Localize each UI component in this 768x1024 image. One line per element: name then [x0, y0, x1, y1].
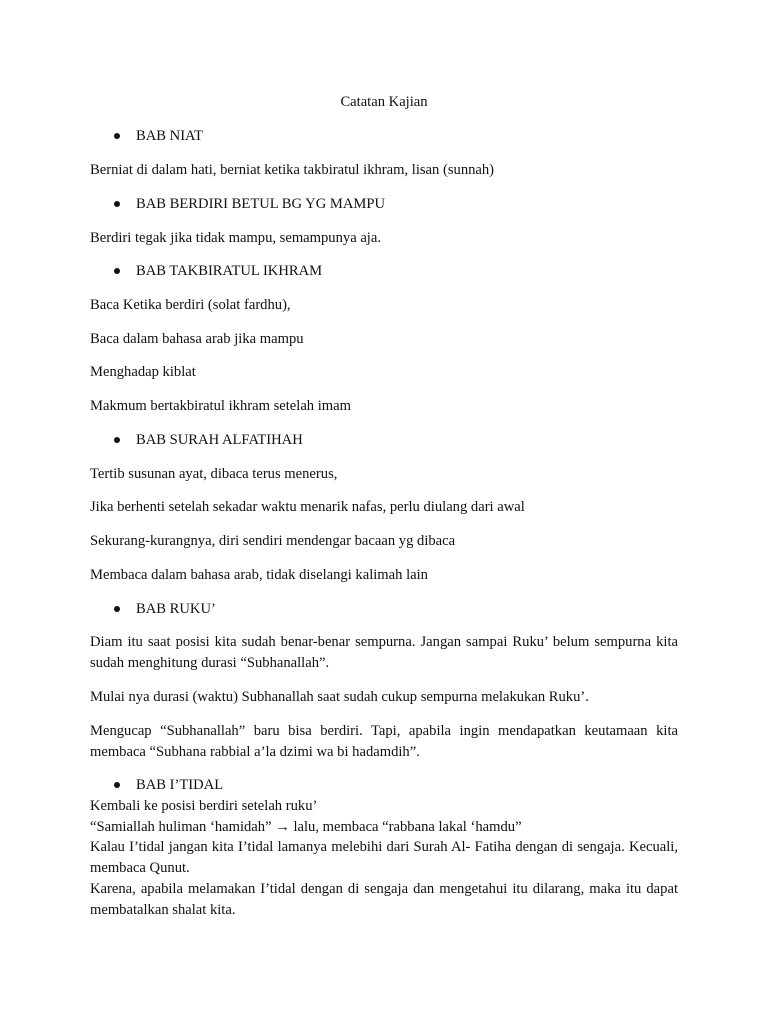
heading-bab-niat: BAB NIAT — [114, 126, 203, 146]
alfatihah-line-1: Tertib susunan ayat, dibaca terus menerus, — [90, 466, 338, 482]
takbir-line-1: Baca Ketika berdiri (solat fardhu), — [90, 297, 291, 313]
bullet-icon — [114, 126, 136, 146]
alfatihah-line-3: Sekurang-kurangnya, diri sendiri mendengar bacaan yg dibaca — [90, 533, 456, 549]
takbir-line-3: Menghadap kiblat — [90, 364, 196, 380]
itidal-paragraph-1: Kembali ke posisi berdiri setelah ruku’ — [90, 798, 318, 814]
heading-bab-itidal: BAB I’TIDAL — [114, 775, 223, 795]
ruku-paragraph-2: Mulai nya durasi (waktu) Subhanallah saat sudah cukup sempurna melakukan Ruku’. — [90, 689, 589, 705]
heading-bab-surah-alfatihah: BAB SURAH ALFATIHAH — [114, 430, 303, 450]
ruku-paragraph-1: Diam itu saat posisi kita sudah benar-benar sempurna. Jangan sampai Ruku’ belum sempurna kita sudah menghitung durasi “Subhanallah”. — [90, 634, 678, 671]
berdiri-line-1: Berdiri tegak jika tidak mampu, semampunya aja. — [90, 230, 381, 246]
heading-bab-takbiratul-ikhram: BAB TAKBIRATUL IKHRAM — [114, 261, 322, 281]
heading-bab-ruku: BAB RUKU’ — [114, 599, 216, 619]
bullet-icon — [114, 261, 136, 281]
alfatihah-line-2: Jika berhenti setelah sekadar waktu menarik nafas, perlu diulang dari awal — [90, 499, 525, 515]
bullet-icon — [114, 430, 136, 450]
takbir-line-4: Makmum bertakbiratul ikhram setelah imam — [90, 398, 351, 414]
itidal-paragraph-4: Karena, apabila melamakan I’tidal dengan di sengaja dan mengetahui itu dilarang, maka itu dapat membatalkan shalat kita. — [90, 881, 678, 918]
heading-bab-berdiri: BAB BERDIRI BETUL BG YG MAMPU — [114, 194, 385, 214]
document-title: Catatan Kajian — [340, 94, 428, 110]
ruku-paragraph-3: Mengucap “Subhanallah” baru bisa berdiri. Tapi, apabila ingin mendapatkan keutamaan kita membaca “Subhana rabbial a’la dzimi wa bi hadamdih”. — [90, 723, 678, 760]
itidal-paragraph-3: Kalau I’tidal jangan kita I’tidal lamanya melebihi dari Surah Al- Fatiha dengan di sengaja. Kecuali, membaca Qunut. — [90, 839, 678, 876]
bullet-icon — [114, 194, 136, 214]
itidal-paragraph-2: “Samiallah huliman ‘hamidah” → lalu, membaca “rabbana lakal ‘hamdu” — [90, 819, 522, 835]
takbir-line-2: Baca dalam bahasa arab jika mampu — [90, 331, 304, 347]
niat-line-1: Berniat di dalam hati, berniat ketika takbiratul ikhram, lisan (sunnah) — [90, 162, 495, 178]
bullet-icon — [114, 775, 136, 795]
bullet-icon — [114, 599, 136, 619]
alfatihah-line-4: Membaca dalam bahasa arab, tidak diselangi kalimah lain — [90, 567, 428, 583]
